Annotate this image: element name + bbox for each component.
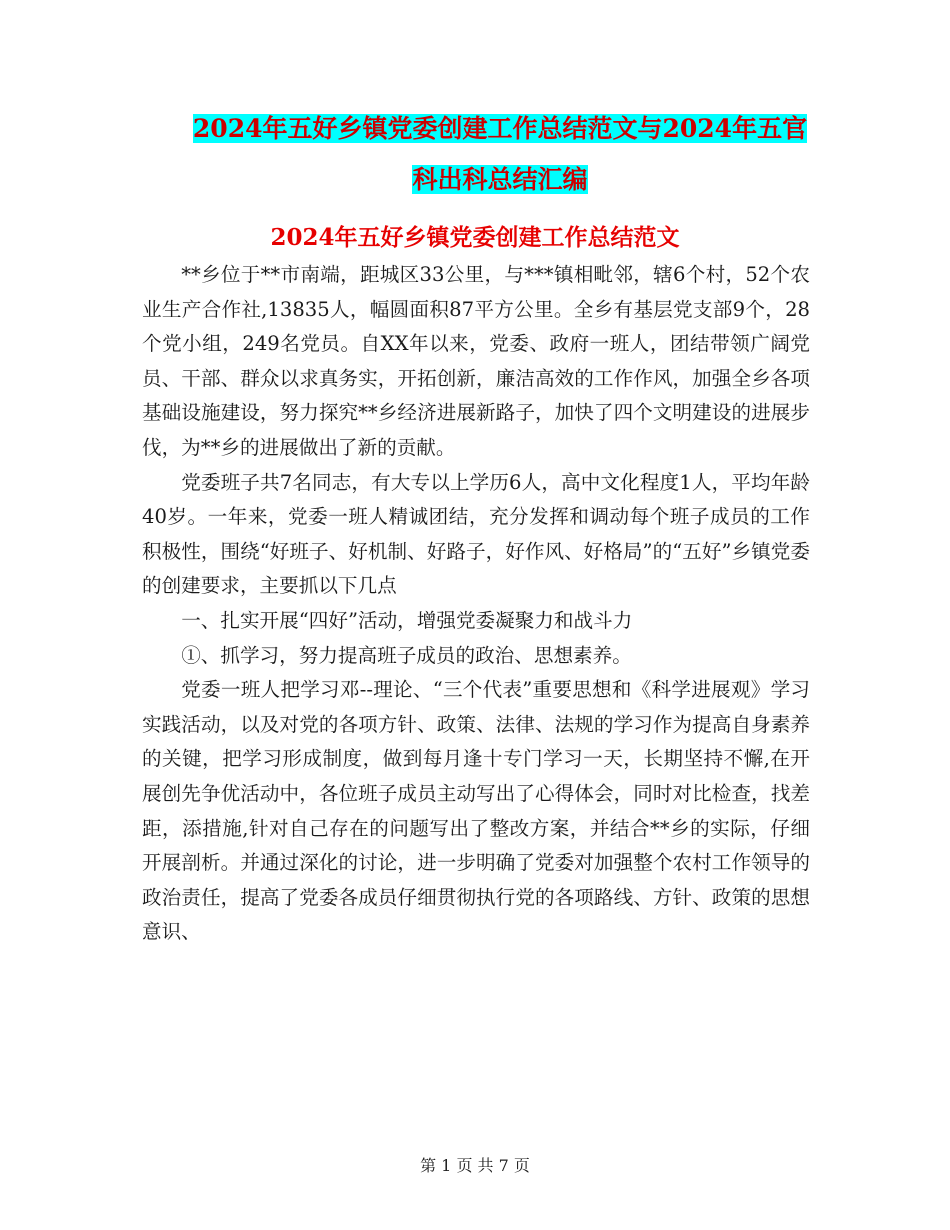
document-title (120, 103, 880, 205)
paragraph: 一、扎实开展“四好”活动，增强党委凝聚力和战斗力 (181, 608, 633, 632)
paragraph: 党委一班人把学习邓--理论、“三个代表”重要思想和《科学进展观》学习实践活动，以及对党的各项方针、政策、法律、法规的学习作为提高自身素养的关键，把学习形成制度，做到每月逢十专门学习一天，长期坚持不懈,在开展创先争优活动中，各位班子成员主动写出了心得体会，同时对比检查，找差距，添措施,针对自己存在的问题写出了整改方案，并结合**乡的实际，仔细开展剖析。并通过深化的讨论，进一步明确了党委对加强整个农村工作领导的政治责任，提高了党委各成员仔细贯彻执行党的各项路线、方针、政策的思想意识、 (142, 678, 810, 944)
document-title-line-1: 2024年五好乡镇党委创建工作总结范文与2024年五官 (192, 114, 808, 143)
document-body (142, 258, 810, 950)
section-title: 2024年五好乡镇党委创建工作总结范文 (270, 224, 680, 251)
paragraph: **乡位于**市南端，距城区33公里，与***镇相毗邻，辖6个村，52个农业生产合作社,13835人，幅圆面积87平方公里。全乡有基层党支部9个，28个党小组，249名党员。自XX年以来，党委、政府一班人，团结带领广阔党员、干部、群众以求真务实，开拓创新，廉洁高效的工作作风，加强全乡各项基础设施建设，努力探究**乡经济进展新路子，加快了四个文明建设的进展步伐，为**乡的进展做出了新的贡献。 (142, 263, 810, 459)
paragraph: ①、抓学习，努力提高班子成员的政治、思想素养。 (181, 643, 632, 667)
paragraph: 党委班子共7名同志，有大专以上学历6人，高中文化程度1人，平均年龄40岁。一年来，党委一班人精诚团结，充分发挥和调动每个班子成员的工作积极性，围绕“好班子、好机制、好路子，好作风、好格局”的“五好”乡镇党委的创建要求，主要抓以下几点 (142, 470, 810, 598)
document-title-line-2: 科出科总结汇编 (412, 165, 588, 194)
page-footer: 第 1 页 共 7 页 (420, 1156, 530, 1175)
